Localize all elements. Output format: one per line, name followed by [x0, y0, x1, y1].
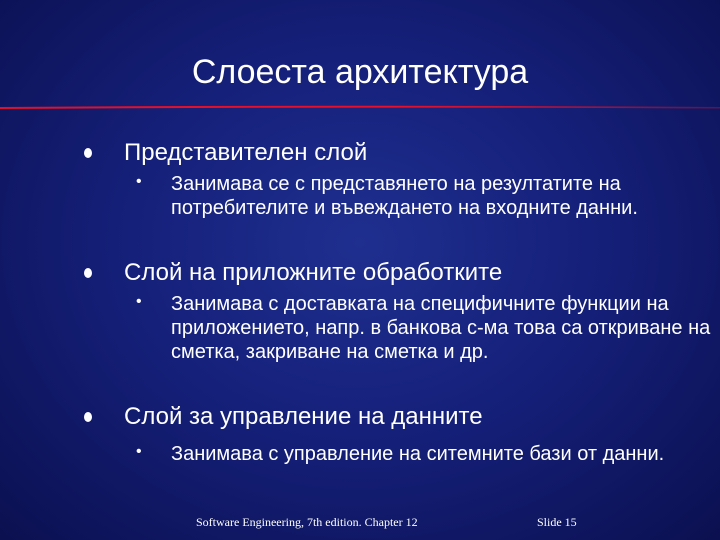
item-details: Занимава с управление на ситемните бази от данни. — [171, 443, 665, 465]
bullet-icon — [84, 148, 92, 158]
item-heading: Слой за управление на данните — [124, 403, 483, 430]
item-heading: Представителен слой — [124, 139, 368, 166]
bullet-icon — [84, 268, 92, 278]
slide-title: Слоеста архитектура — [191, 53, 529, 91]
bullet-icon — [84, 412, 92, 422]
sub-bullet-icon: • — [136, 173, 142, 190]
title-underline — [0, 104, 720, 110]
slide-number: Slide 15 — [537, 515, 577, 529]
item-heading: Слой на приложните обработките — [124, 259, 503, 286]
sub-bullet-icon: • — [136, 293, 142, 310]
item-details: Занимава се с представянето на резултатите на потребителите и въвеждането на входните данни. — [171, 173, 638, 219]
item-details: Занимава с доставката на специфичните функции на приложението, напр. в банкова с-ма това са откриване на сметка, закриване на сметка и др. — [171, 293, 711, 363]
footer-source: Software Engineering, 7th edition. Chapter 12 — [196, 515, 418, 529]
sub-bullet-icon: • — [136, 443, 142, 460]
